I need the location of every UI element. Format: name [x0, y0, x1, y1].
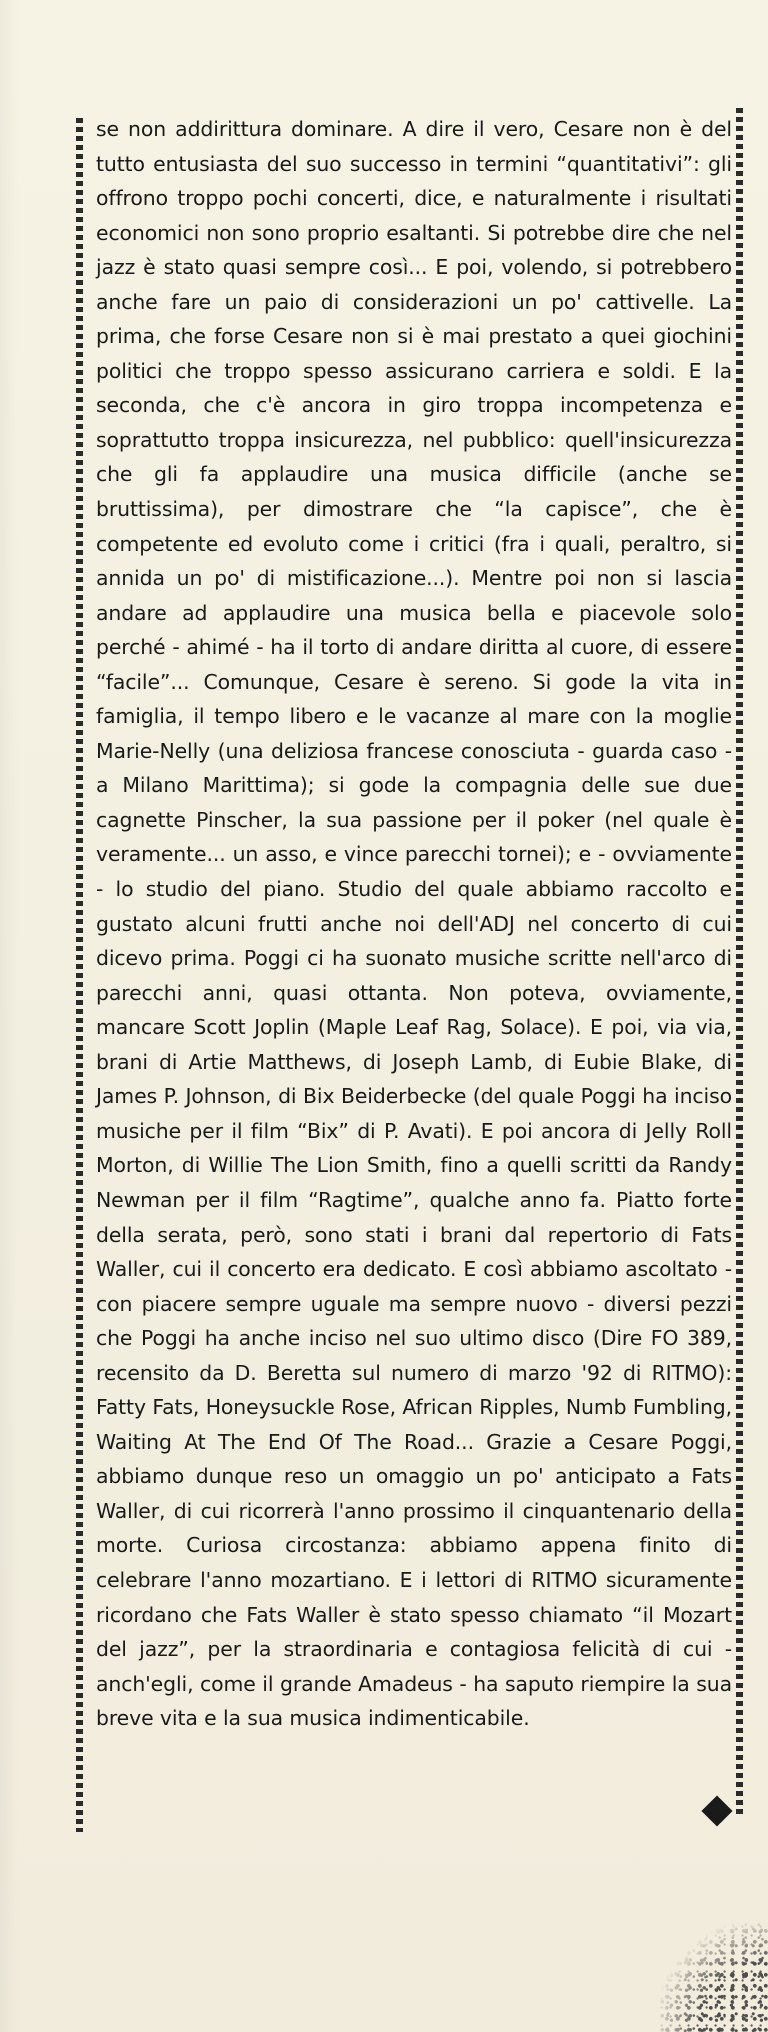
right-dashed-rule	[736, 108, 743, 1816]
left-dashed-rule	[76, 118, 83, 1832]
print-speckle-decoration	[658, 1922, 768, 2032]
page-edge-shadow	[0, 0, 18, 2032]
diamond-icon	[701, 1795, 732, 1826]
article-body-text: se non addirittura dominare. A dire il vero, Cesare non è del tutto entusiasta del suo successo in termini “quantitativi”: gli offrono troppo pochi concerti, dice, e naturalmente i risultati economici non sono proprio esaltanti. Si potrebbe dire che nel jazz è stato quasi sempre così... E poi, volendo, si potrebbero anche fare un paio di considerazioni un po' cattivelle. La prima, che forse Cesare non si è mai prestato a quei giochini politici che troppo spesso assicurano carriera e soldi. E la seconda, che c'è ancora in giro troppa incompetenza e soprattutto troppa insicurezza, nel pubblico: quell'insicurezza che gli fa applaudire una musica difficile (anche se bruttissima), per dimostrare che “la capisce”, che è competente ed evoluto come i critici (fra i quali, peraltro, si annida un po' di mistificazione...). Mentre poi non si lascia andare ad applaudire una musica bella e piacevole solo perché - ahimé - ha il torto di andare diritta al cuore, di essere “facile”... Comunque, Cesare è sereno. Si gode la vita in famiglia, il tempo libero e le vacanze al mare con la moglie Marie-Nelly (una deliziosa francese conosciuta - guarda caso - a Milano Marittima); si gode la compagnia delle sue due cagnette Pinscher, la sua passione per il poker (nel quale è veramente... un asso, e vince parecchi tornei); e - ovviamente - lo studio del piano. Studio del quale abbiamo raccolto e gustato alcuni frutti anche noi dell'ADJ nel concerto di cui dicevo prima. Poggi ci ha suonato musiche scritte nell'arco di parecchi anni, quasi ottanta. Non poteva, ovviamente, mancare Scott Joplin (Maple Leaf Rag, Solace). E poi, via via, brani di Artie Matthews, di Joseph Lamb, di Eubie Blake, di James P. Johnson, di Bix Beiderbecke (del quale Poggi ha inciso musiche per il film “Bix” di P. Avati). E poi ancora di Jelly Roll Morton, di Willie The Lion Smith, fino a quelli scritti da Randy Newman per il film “Ragtime”, qualche anno fa. Piatto forte della serata, però, sono stati i brani dal repertorio di Fats Waller, cui il concerto era dedicato. E così abbiamo ascoltato - con piacere sempre uguale ma sempre nuovo - diversi pezzi che Poggi ha anche inciso nel suo ultimo disco (Dire FO 389, recensito da D. Beretta sul numero di marzo '92 di RITMO): Fatty Fats, Honeysuckle Rose, African Ripples, Numb Fumbling, Waiting At The End Of The Road... Grazie a Cesare Poggi, abbiamo dunque reso un omaggio un po' anticipato a Fats Waller, di cui ricorrerà l'anno prossimo il cinquantenario della morte. Curiosa circostanza: abbiamo appena finito di celebrare l'anno mozartiano. E i lettori di RITMO sicuramente ricordano che Fats Waller è stato spesso chiamato “il Mozart del jazz”, per la straordinaria e contagiosa felicità di cui - anch'egli, come il grande Amadeus - ha saputo riempire la sua breve vita e la sua musica indimenticabile.	[96, 117, 732, 1731]
